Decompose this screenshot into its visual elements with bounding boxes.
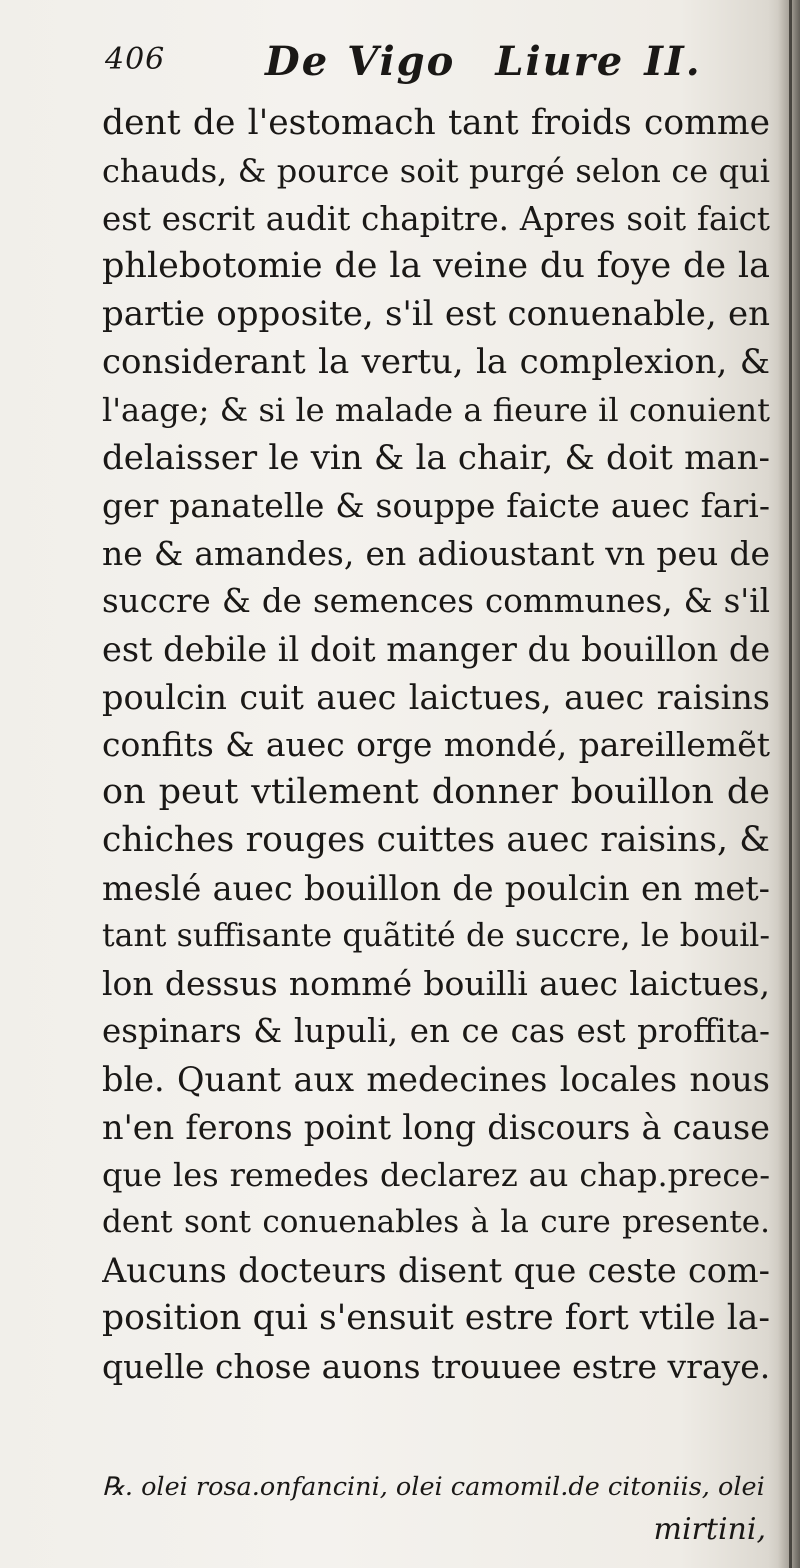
text-line: ble. Quant aux medecines locales nous <box>102 1059 770 1099</box>
text-line: dent de l'estomach tant froids comme <box>102 103 770 143</box>
text-line: considerant la vertu, la complexion, & <box>102 341 770 382</box>
text-line: tant suffisante quãtité de succre, le bouil- <box>102 917 770 954</box>
text-line: que les remedes declarez au chap.prece- <box>102 1155 770 1194</box>
text-line: quelle chose auons trouuee estre vraye. <box>102 1346 770 1386</box>
page-header <box>105 38 745 98</box>
text-line: est debile il doit manger du bouillon de <box>102 629 770 669</box>
recipe-text <box>102 1464 770 1550</box>
text-line: partie opposite, s'il est conuenable, en <box>102 294 770 335</box>
text-line: Aucuns docteurs disent que ceste com- <box>102 1251 770 1291</box>
text-line: delaisser le vin & la chair, & doit man- <box>102 437 770 478</box>
text-line: dent sont conuenables à la cure presente. <box>102 1204 770 1241</box>
text-line: l'aage; & si le malade a fieure il conuient <box>102 390 770 429</box>
text-line: est escrit audit chapitre. Apres soit faict <box>102 199 770 238</box>
running-title-word: De <box>265 38 330 85</box>
text-line: succre & de semences communes, & s'il <box>102 581 770 620</box>
running-title <box>265 38 702 85</box>
text-line: chauds, & pource soit purgé selon ce qui <box>102 151 770 190</box>
text-line: ger panatelle & souppe faicte auec fari- <box>102 486 770 526</box>
page-edge <box>789 0 792 1568</box>
text-line: confits & auec orge mondé, pareillemẽt <box>102 725 770 765</box>
text-line: ne & amandes, en adioustant vn peu de <box>102 534 770 574</box>
text-line: lon dessus nommé bouilli auec laictues, <box>102 964 770 1004</box>
text-line: espinars & lupuli, en ce cas est proffita- <box>102 1012 770 1051</box>
text-line: position qui s'ensuit estre fort vtile la- <box>102 1297 770 1338</box>
running-title-word: Vigo <box>347 38 456 85</box>
text-line: meslé auec bouillon de poulcin en met- <box>102 868 770 908</box>
text-line: phlebotomie de la veine du foye de la <box>102 246 770 287</box>
text-line: chiches rouges cuittes auec raisins, & <box>102 819 770 860</box>
body-text <box>102 100 770 1391</box>
running-title-word: II. <box>644 38 702 85</box>
recipe-line: ℞. olei rosa.onfancini, olei camomil.de citoniis, olei <box>102 1472 765 1502</box>
page-number: 406 <box>105 42 166 77</box>
running-title-word: Liure <box>495 38 625 85</box>
text-line: n'en ferons point long discours à cause <box>102 1107 770 1147</box>
text-line: on peut vtilement donner bouillon de <box>102 772 770 813</box>
text-line: poulcin cuit auec laictues, auec raisins <box>102 677 770 717</box>
recipe-line: mirtini, <box>653 1512 766 1547</box>
